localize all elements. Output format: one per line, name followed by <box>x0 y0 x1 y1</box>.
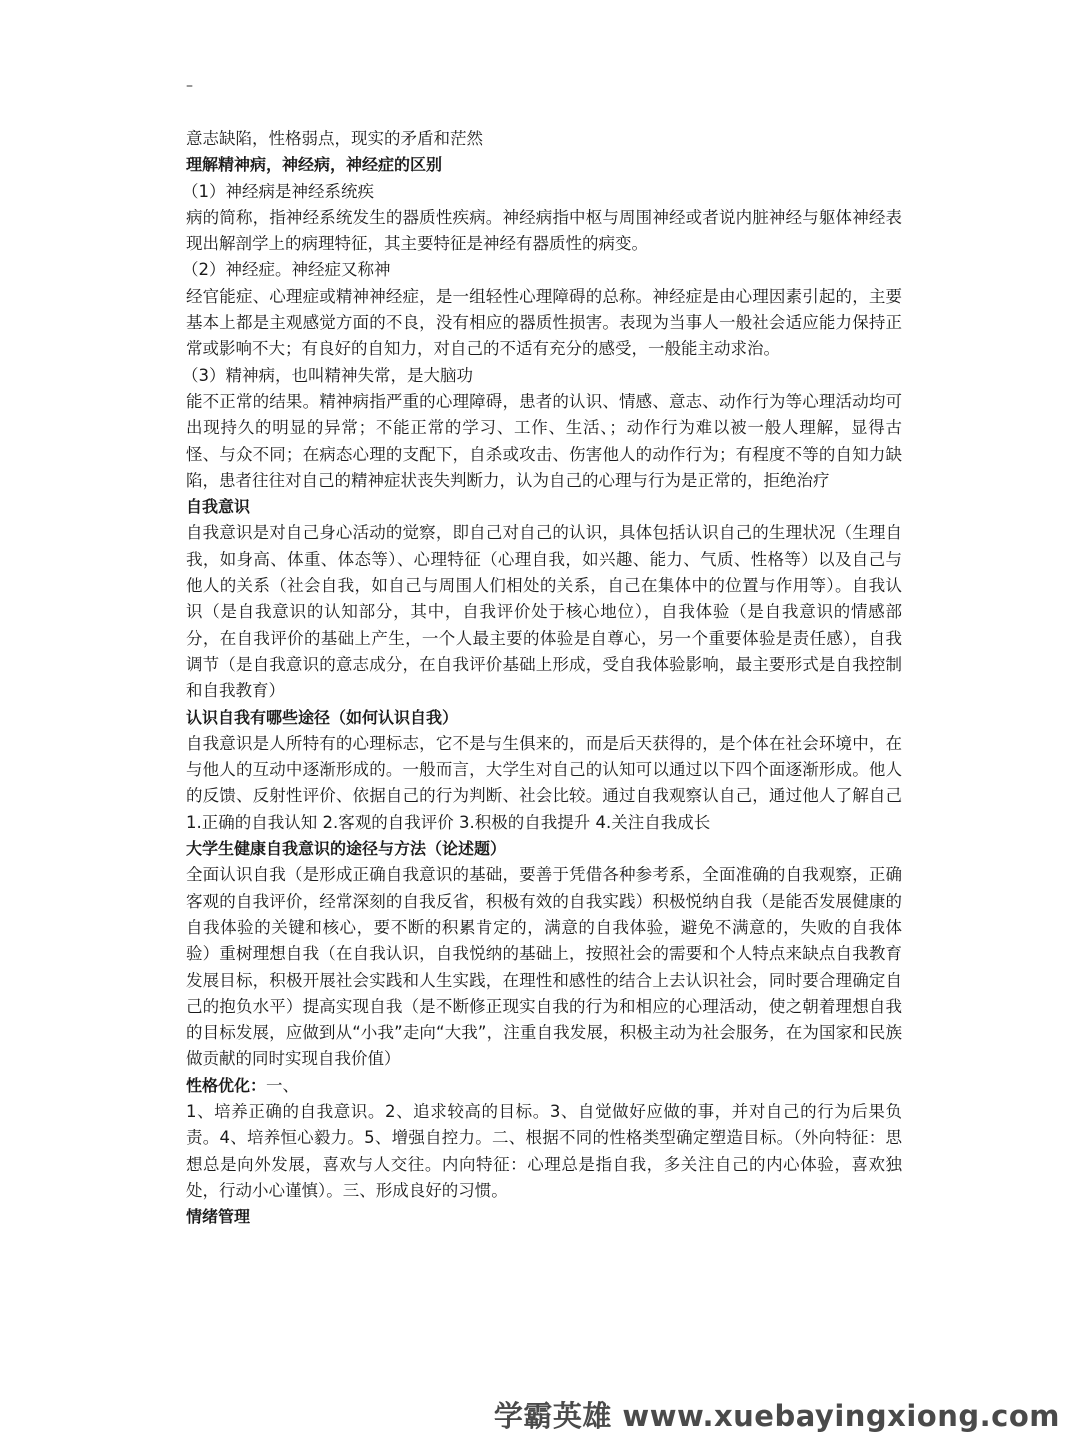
self-awareness-body: 自我意识是对自己身心活动的觉察，即自己对自己的认识，具体包括认识自己的生理状况（生理自我，如身高、体重、体态等）、心理特征（心理自我，如兴趣、能力、气质、性格等）以及自己与他人的关系（社会自我，如自己与周围人们相处的关系，自己在集体中的位置与作用等）。自我认识（是自我意识的认知部分，其中，自我评价处于核心地位），自我体验（是自我意识的情感部分，在自我评价的基础上产生，一个人最主要的体验是自尊心，另一个重要体验是责任感），自我调节（是自我意识的意志成分，在自我评价基础上形成，受自我体验影响，最主要形式是自我控制和自我教育） <box>186 523 902 701</box>
intro-line: 意志缺陷，性格弱点，现实的矛盾和茫然 <box>186 129 483 148</box>
site-watermark: 学霸英雄 www.xuebayingxiong.com <box>493 1399 1060 1433</box>
personality-heading-line <box>186 1073 902 1099</box>
heading-distinction: 理解精神病，神经病，神经症的区别 <box>186 155 443 175</box>
heading-ways-to-know-self: 认识自我有哪些途径（如何认识自我） <box>186 707 459 727</box>
item-1-body: 病的简称，指神经系统发生的器质性疾病。神经病指中枢与周围神经或者说内脏神经与躯体神经表现出解剖学上的病理特征，其主要特征是神经有器质性的病变。 <box>186 207 902 254</box>
heading-healthy-self: 大学生健康自我意识的途径与方法（论述题） <box>186 839 507 859</box>
item-1-title: （1）神经病是神经系统疾 <box>182 181 374 201</box>
item-3-title: （3）精神病，也叫精神失常，是大脑功 <box>182 365 473 385</box>
header-dash: – <box>186 78 193 94</box>
heading-personality: 性格优化： <box>186 1075 267 1095</box>
personality-heading-tail: 一、 <box>266 1075 300 1095</box>
item-2-title: （2）神经症。神经症又称神 <box>182 260 391 280</box>
heading-self-awareness: 自我意识 <box>186 497 251 517</box>
personality-body: 1、培养正确的自我意识。2、追求较高的目标。3、自觉做好应做的事，并对自己的行为后果负责。4、培养恒心毅力。5、增强自控力。二、根据不同的性格类型确定塑造目标。（外向特征：思想总是向外发展，喜欢与人交往。内向特征：心理总是指自我，多关注自己的内心体验，喜欢独处，行动小心谨慎）。三、形成良好的习惯。 <box>186 1101 902 1200</box>
item-2-body: 经官能症、心理症或精神神经症，是一组轻性心理障碍的总称。神经症是由心理因素引起的，主要基本上都是主观感觉方面的不良，没有相应的器质性损害。表现为当事人一般社会适应能力保持正常或影响不大；有良好的自知力，对自己的不适有充分的感受，一般能主动求治。 <box>186 286 902 359</box>
item-3-body: 能不正常的结果。精神病指严重的心理障碍，患者的认识、情感、意志、动作行为等心理活动均可出现持久的明显的异常；不能正常的学习、工作、生活、；动作行为难以被一般人理解，显得古怪、与众不同；在病态心理的支配下，自杀或攻击、伤害他人的动作行为；有程度不等的自知力缺陷，患者往往对自己的精神症状丧失判断力，认为自己的心理与行为是正常的，拒绝治疗 <box>186 391 902 490</box>
healthy-self-body: 全面认识自我（是形成正确自我意识的基础，要善于凭借各种参考系，全面准确的自我观察，正确客观的自我评价，经常深刻的自我反省，积极有效的自我实践）积极悦纳自我（是能否发展健康的自我体验的关键和核心，要不断的积累肯定的，满意的自我体验，避免不满意的，失败的自我体验）重树理想自我（在自我认识，自我悦纳的基础上，按照社会的需要和个人特点来缺点自我教育发展目标，积极开展社会实践和人生实践，在理性和感性的结合上去认识社会，同时要合理确定自己的抱负水平）提高实现自我（是不断修正现实自我的行为和相应的心理活动，使之朝着理想自我的目标发展，应做到从“小我”走向“大我”，注重自我发展，积极主动为社会服务，在为国家和民族做贡献的同时实现自我价值） <box>186 865 902 1069</box>
ways-body: 自我意识是人所特有的心理标志，它不是与生俱来的，而是后天获得的，是个体在社会环境中，在与他人的互动中逐渐形成的。一般而言，大学生对自己的认知可以通过以下四个面逐渐形成。他人的反馈、反射性评价、依据自己的行为判断、社会比较。通过自我观察认自己，通过他人了解自己 1.正确的自我认知 2.客观的自我评价 3.积极的自我提升 4.关注自我成长 <box>186 733 902 832</box>
heading-emotion-management: 情绪管理 <box>186 1207 251 1227</box>
document-body <box>182 126 902 1230</box>
